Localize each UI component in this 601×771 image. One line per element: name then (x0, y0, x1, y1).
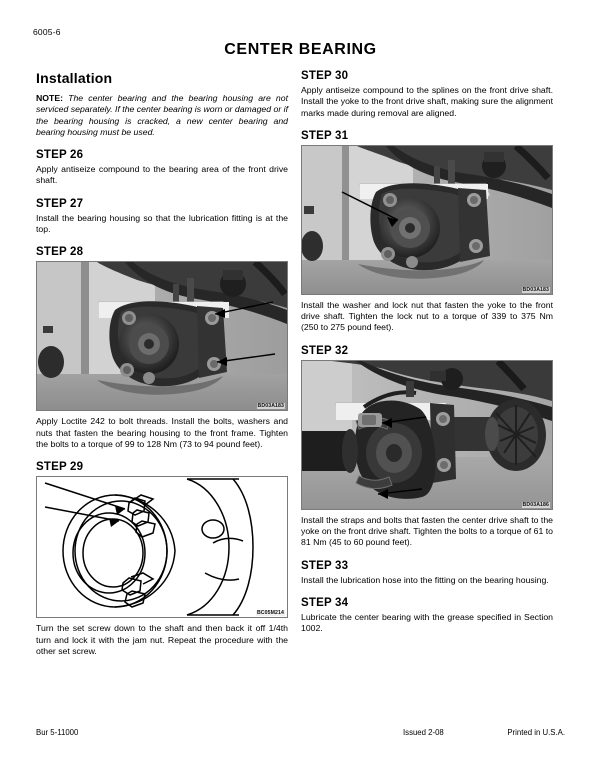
step-34-heading: STEP 34 (301, 596, 349, 609)
step-28-text: Apply Loctite 242 to bolt threads. Install the bolts, washers and nuts that fasten the bearing housing to the front frame. Tighten the bolts to a torque of 99 to 128 Nm (73 to 94 pound feet). (36, 416, 288, 449)
step-34-text: Lubricate the center bearing with the grease specified in Section 1002. (301, 611, 553, 634)
step-26-text: Apply antiseize compound to the bearing area of the front drive shaft. (36, 164, 288, 186)
step-29-figure-id: BC05M214 (256, 610, 284, 617)
step-30-heading: STEP 30 (301, 70, 349, 82)
bearing-housing-photo (37, 262, 287, 410)
step-29-text: Turn the set screw down to the shaft and then back it off 1/4th turn and lock it with the jam nut. Repeat the procedure with the other set screw. (36, 623, 288, 656)
page-title: CENTER BEARING (224, 41, 377, 58)
step-32-heading: STEP 32 (301, 344, 349, 357)
note-label: NOTE: (36, 93, 64, 103)
step-32-figure (301, 360, 553, 510)
step-33-text: Install the lubrication hose into the fitting on the bearing housing. (301, 574, 549, 585)
step-31-figure (301, 145, 553, 295)
right-column (301, 70, 553, 637)
step-30-text: Apply antiseize compound to the splines on the front drive shaft. Install the yoke to the front drive shaft, making sure the alignment marks made during removal are aligned. (301, 85, 553, 118)
step-26-heading: STEP 26 (36, 149, 84, 162)
step-31-heading: STEP 31 (301, 129, 349, 142)
installation-note (36, 93, 288, 138)
page-number: 6005-6 (33, 27, 61, 37)
step-31-text: Install the washer and lock nut that fasten the yoke to the front drive shaft. Tighten the lock nut to a torque of 339 to 375 Nm (250 to 275 pound feet). (301, 299, 553, 333)
footer-issued-date: Issued 2-08 (403, 728, 444, 737)
step-28-figure (36, 261, 288, 411)
yoke-lock-nut-photo (302, 146, 552, 294)
footer-printed-in: Printed in U.S.A. (507, 728, 565, 737)
left-column (36, 70, 288, 659)
step-28-figure-id: BD03A183 (257, 403, 284, 410)
section-title: Installation (36, 70, 113, 86)
step-32-text: Install the straps and bolts that fasten the center drive shaft to the yoke on the front drive shaft. Tighten the bolts to a torque of 61 to 81 Nm (45 to 60 pound feet). (301, 514, 553, 548)
step-27-text: Install the bearing housing so that the lubrication fitting is at the top. (36, 212, 288, 235)
step-29-figure (36, 476, 288, 618)
center-drive-shaft-photo (302, 361, 552, 509)
step-29-heading: STEP 29 (36, 461, 84, 474)
footer-bulletin-number: Bur 5-11000 (36, 728, 79, 737)
step-31-figure-id: BD03A183 (522, 286, 549, 293)
step-33-heading: STEP 33 (301, 559, 349, 572)
step-28-heading: STEP 28 (36, 246, 84, 259)
step-32-figure-id: BD03A186 (522, 501, 549, 508)
step-27-heading: STEP 27 (36, 197, 84, 210)
set-screw-line-drawing (37, 477, 287, 617)
note-body: The center bearing and the bearing housing are not serviced separately. If the center bearing is worn or damaged or if the bearing housing is cracked, a new center bearing and bearing housing must be used. (36, 93, 288, 137)
